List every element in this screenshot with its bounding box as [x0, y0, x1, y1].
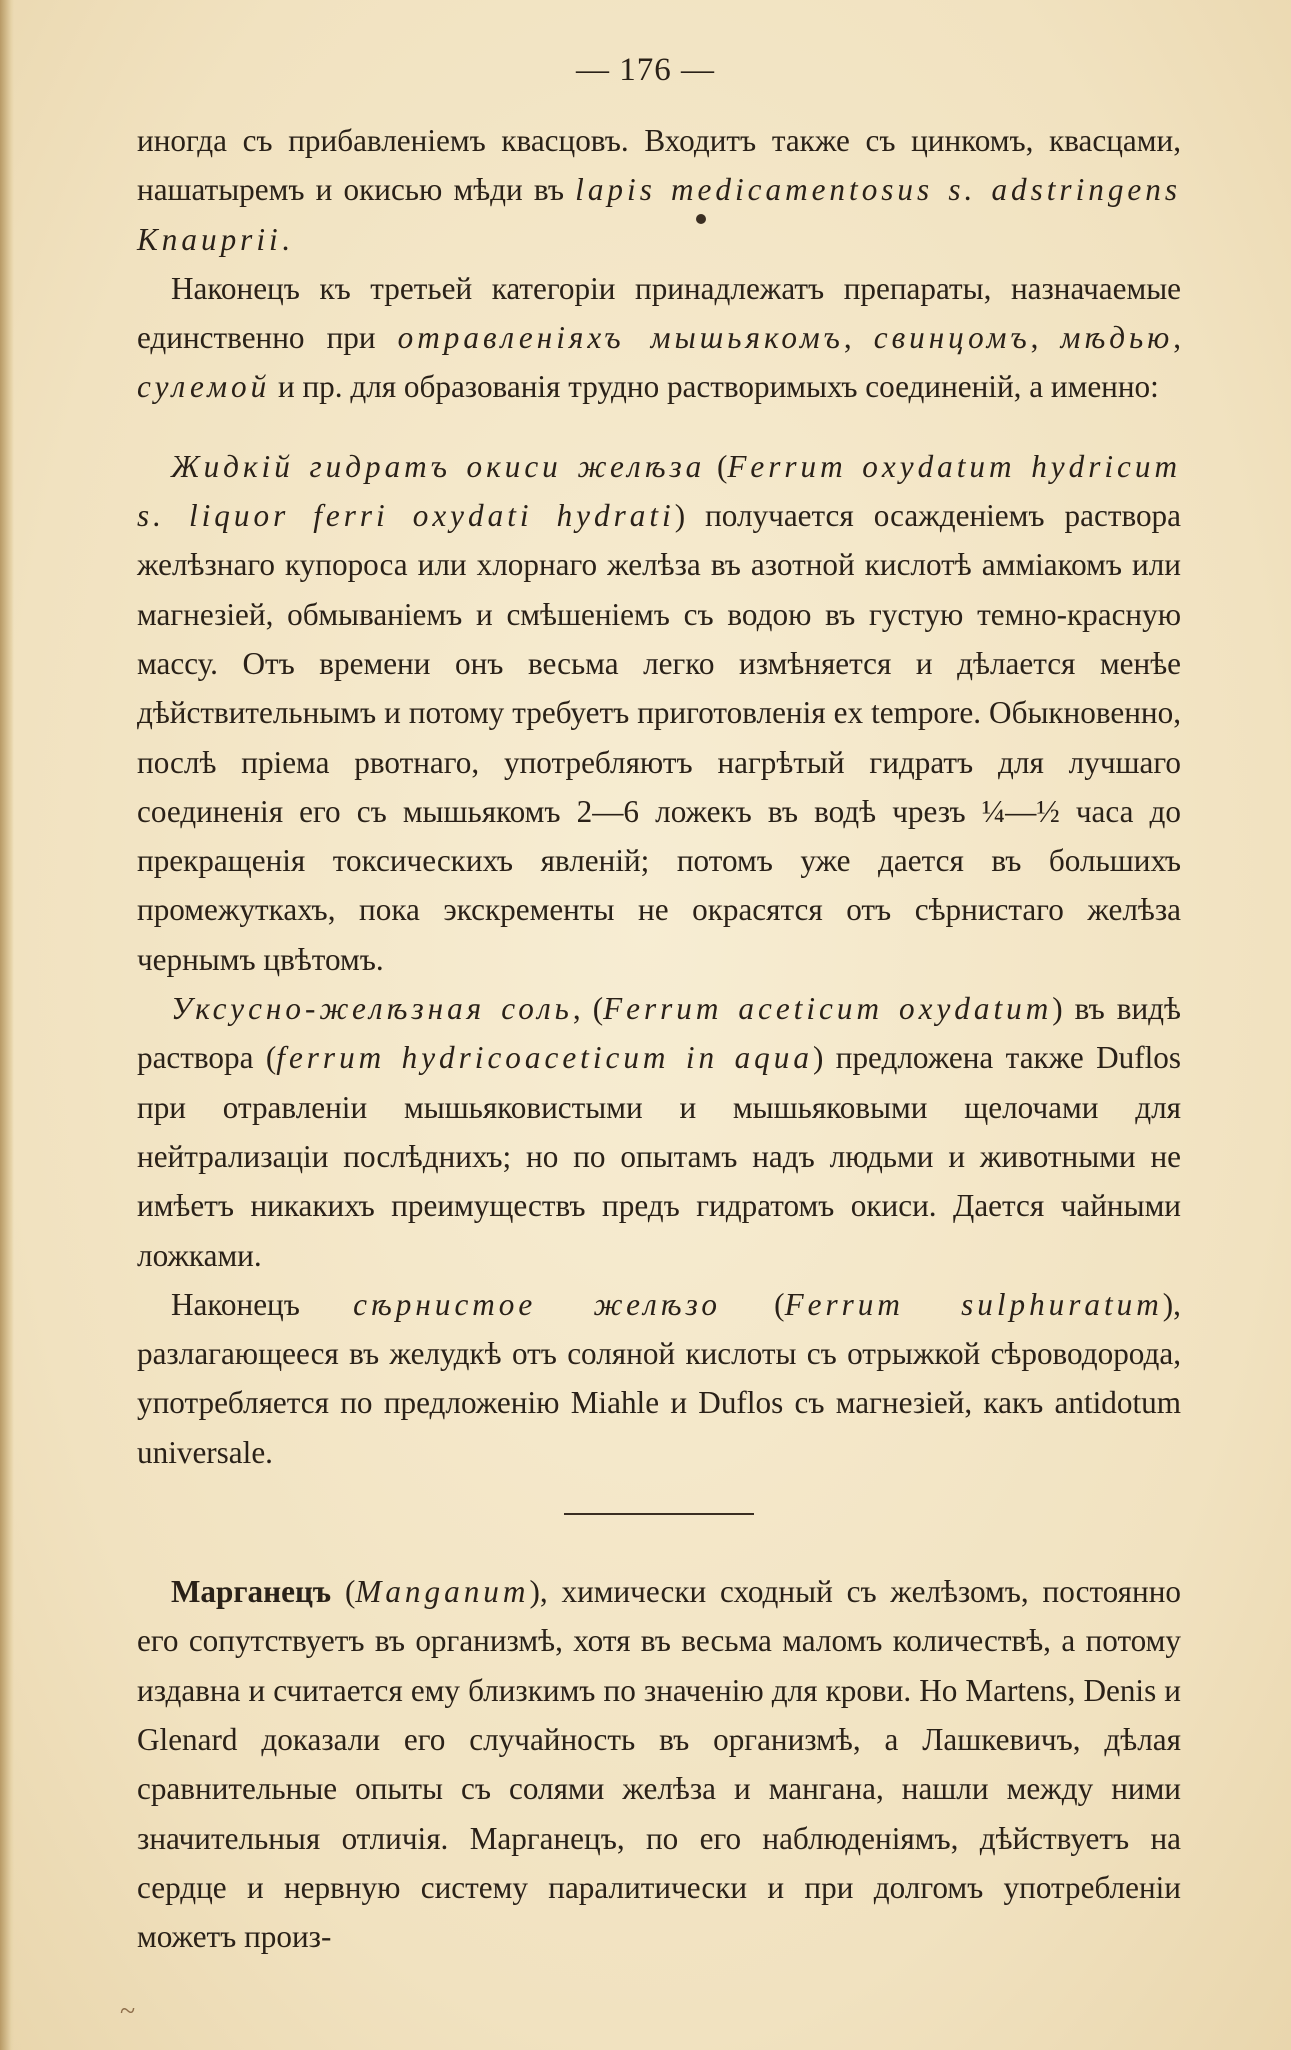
text-run: иногда съ прибавленіемъ квасцовъ. Входитъ также съ цинкомъ, квасцами, нашатыремъ и окисью мѣди въ [137, 123, 1181, 208]
emphasized-term: отравленіяхъ мышьякомъ [397, 320, 844, 356]
text-run: , ( [572, 991, 604, 1027]
emphasized-term: Ferrum oxydatum hydricum s. liquor ferri oxydati hydrati [137, 448, 1182, 534]
ink-speck [696, 214, 706, 224]
page-number: — 176 — [576, 52, 715, 88]
text-run: . [281, 221, 290, 257]
body-text [137, 116, 1181, 1961]
text-run: и пр. для образованія трудно растворимыхъ соединеній, а именно: [270, 369, 1159, 405]
emphasized-term: Уксусно-желѣзная соль [171, 991, 573, 1027]
text-run: ( [720, 1286, 785, 1322]
paragraph [137, 442, 1181, 984]
text-run: ), химически сходный съ желѣзомъ, постоянно его сопутствуетъ въ организмѣ, хотя въ весьма маломъ количествѣ, а потому издавна и считается ему близкимъ по значенію для крови. Но Martens, Denis и Glenard доказали его случайность въ организмѣ, а Лашкевичъ, дѣлая сравнительные опыты съ солями желѣза и мангана, нашли между ними значительныя отличія. Марганецъ, по его наблюденіямъ, дѣйствуетъ на сердце и нервную систему паралитически и при долгомъ употребленіи можетъ произ- [137, 1574, 1181, 1955]
emphasized-term: сѣрнистое желѣзо [353, 1286, 721, 1322]
emphasized-term: Жидкій гидратъ окиси желѣза [171, 448, 706, 484]
paragraph [137, 1567, 1181, 1961]
emphasized-term: Ferrum sulphuratum [784, 1286, 1163, 1322]
emphasized-term: свинцомъ [873, 320, 1031, 356]
page-spine-edge [0, 0, 14, 2050]
emphasized-term: мѣдью [1060, 320, 1174, 356]
text-run: ( [331, 1574, 356, 1610]
text-run: ) въ видѣ раствора ( [137, 991, 1181, 1076]
paragraph [137, 984, 1181, 1280]
margin-ink-mark: ~ [120, 1996, 136, 2027]
emphasized-term: Ferrum aceticum oxydatum [603, 991, 1053, 1027]
emphasized-term: сулемой [137, 369, 271, 405]
paragraph [137, 116, 1181, 264]
text-run: , [843, 320, 874, 356]
text-run: , [1030, 320, 1061, 356]
text-run: Наконецъ [171, 1286, 354, 1322]
text-run: ) предложена также Duflos при отравленіи мышьяковистыми и мышьяковыми щелочами для нейтрализаціи послѣднихъ; но по опытамъ надъ людьми и животными не имѣетъ никакихъ преимуществъ предъ гидратомъ окиси. Дается чайными ложками. [137, 1040, 1181, 1273]
paragraph [137, 264, 1181, 412]
text-run: ), разлагающееся въ желудкѣ отъ соляной кислоты съ отрыжкой сѣроводорода, употребляется по предложенію Miahle и Duflos съ магнезіей, какъ antidotum universale. [137, 1286, 1181, 1470]
paragraph-gap [137, 412, 1181, 442]
bold-term: Марганецъ [171, 1574, 332, 1610]
emphasized-term: lapis medicamentosus s. adstringens Knauprii [137, 172, 1181, 257]
text-run: Наконецъ къ третьей категоріи принадлежатъ препараты, назначаемые единственно при [137, 270, 1181, 356]
text-run: ( [705, 448, 728, 484]
paragraph-gap [137, 1515, 1181, 1567]
emphasized-term: ferrum hydricoaceticum in aqua [276, 1040, 813, 1076]
text-run: , [1173, 320, 1182, 356]
emphasized-term: Manganum [355, 1574, 530, 1610]
paragraph [137, 1280, 1181, 1477]
text-run: ) получается осажденіемъ раствора желѣзнаго купороса или хлорнаго желѣза въ азотной кислотѣ аммiакомъ или магнезіей, обмываніемъ и смѣшеніемъ съ водою въ густую темно-красную массу. Отъ времени онъ весьма легко измѣняется и дѣлается менѣе дѣйствительнымъ и потому требуетъ приготовленія ex tempore. Обыкновенно, послѣ пріема рвотнаго, употребляютъ нагрѣтый гидратъ для лучшаго соединенія его съ мышьякомъ 2—6 ложекъ въ водѣ чрезъ ¼—½ часа до прекращенія токсическихъ явленій; потомъ уже дается въ большихъ промежуткахъ, пока экскременты не окрасятся отъ сѣрнистаго желѣза чернымъ цвѣтомъ. [137, 498, 1181, 977]
